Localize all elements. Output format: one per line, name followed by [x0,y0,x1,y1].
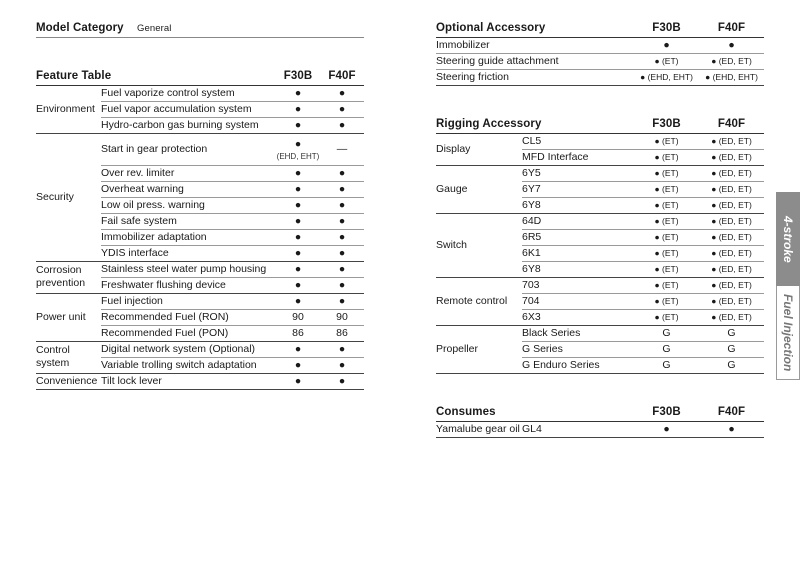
value-f30b: ● [294,278,302,291]
consumes-col-f40f: F40F [717,406,746,419]
table-row [36,133,364,165]
feature-name: Fuel vapor accumulation system [101,102,252,115]
value-f40f: ● [338,358,346,371]
feature-name: Recommended Fuel (PON) [101,326,229,339]
value-f30b: ● [663,422,670,435]
table-row [436,421,764,437]
value-f30b: 90 [292,310,304,323]
feature-col-f40f: F40F [328,70,356,83]
accessory-name: G Enduro Series [522,358,600,371]
accessory-name: Steering friction [436,70,509,83]
consumes-table [436,405,764,438]
value-f30b: ● (ET) [654,311,679,322]
value-f40f: — [336,142,348,155]
value-f40f: ● [338,118,346,131]
optional-accessory-table [436,21,764,86]
feature-name: Start in gear protection [101,142,208,155]
table-row [436,53,764,69]
feature-name: Fail safe system [101,214,177,227]
tab-4-stroke-label: 4-stroke [781,215,795,263]
value-f30b: ● [294,214,302,227]
value-f40f: ● [728,38,735,51]
feature-name: Fuel vaporize control system [101,86,235,99]
value-f40f: ● (EHD, EHT) [705,71,758,82]
value-f40f: ● [338,278,346,291]
feature-table [36,69,364,390]
value-f40f: ● [338,246,346,259]
feature-name: Hydro-carbon gas burning system [101,118,259,131]
feature-name: Freshwater flushing device [101,278,226,291]
accessory-name: 6Y8 [522,198,541,211]
table-row [436,165,764,181]
rigging-col-f30b: F30B [652,118,681,131]
model-category-table [36,21,364,38]
table-row [436,213,764,229]
table-row [436,277,764,293]
optional-accessory-title: Optional Accessory [436,22,546,35]
value-f30b: ● [294,102,302,115]
value-f30b: ● (ET) [654,215,679,226]
value-f40f: ● [338,198,346,211]
value-f40f: ● (ED, ET) [711,279,752,290]
group-corrosion-prevention: Corrosion prevention [36,264,86,289]
value-f30b: ● (ET) [654,199,679,210]
tab-fuel-injection-label: Fuel Injection [781,293,795,372]
feature-name: Variable trolling switch adaptation [101,358,257,371]
value-f40f: G [727,326,736,339]
optional-col-f30b: F30B [652,22,681,35]
table-row [436,133,764,149]
value-f40f: ● [338,214,346,227]
feature-name: Over rev. limiter [101,166,175,179]
feature-table-title: Feature Table [36,70,112,83]
value-f30b: ● [294,230,302,243]
value-f30b: ● (EHD, EHT) [640,71,693,82]
value-f30b: ● [294,358,302,371]
feature-name: Fuel injection [101,294,163,307]
value-f40f: ● (ED, ET) [711,151,752,162]
value-f40f: ● (ED, ET) [711,135,752,146]
rigging-accessory-table [436,117,764,374]
value-f30b [276,133,320,165]
value-f30b: G [662,342,671,355]
table-row [436,325,764,341]
accessory-name: CL5 [522,134,542,147]
group-remote-control: Remote control [436,294,508,307]
group-power-unit: Power unit [36,310,86,323]
value-f30b: ● [294,374,302,387]
model-category-label: Model Category [36,22,124,35]
value-f40f: ● [338,86,346,99]
accessory-name: 6Y7 [522,182,541,195]
consumes-col-f30b: F30B [652,406,681,419]
accessory-name: Steering guide attachment [436,54,559,67]
value-f40f: ● [338,342,346,355]
value-note: (EHD, EHT) [276,151,320,161]
value-f30b: ● [294,198,302,211]
value-f40f: ● [338,182,346,195]
value-f30b: ● [294,262,302,275]
value-f40f: ● (ED, ET) [711,247,752,258]
accessory-name: Black Series [522,326,581,339]
accessory-name: MFD Interface [522,150,589,163]
value-f40f: ● [338,166,346,179]
value-f30b: 86 [292,326,304,339]
value-f30b: G [662,358,671,371]
feature-name: Overheat warning [101,182,184,195]
value-f30b: ● [294,118,302,131]
value-f30b: ● [294,246,302,259]
value-f40f: ● (ED, ET) [711,183,752,194]
value-f40f: ● (ED, ET) [711,263,752,274]
table-row [36,293,364,309]
value-f40f: ● (ED, ET) [711,311,752,322]
consumes-title: Consumes [436,406,496,419]
value-f40f: ● [338,262,346,275]
accessory-name: 6Y8 [522,262,541,275]
feature-col-f30b: F30B [283,70,313,83]
value-f40f: ● (ED, ET) [711,55,752,66]
accessory-name: 6X3 [522,310,541,323]
value-mark: ● [294,137,302,150]
value-f40f: G [727,342,736,355]
value-f40f: G [727,358,736,371]
value-f30b: ● (ET) [654,247,679,258]
value-f30b: ● [294,182,302,195]
value-f40f: ● [338,230,346,243]
group-propeller: Propeller [436,342,479,355]
optional-col-f40f: F40F [717,22,746,35]
value-f40f: ● (ED, ET) [711,215,752,226]
group-control-system: Control system [36,344,70,369]
accessory-name: 703 [522,278,540,291]
value-f30b: G [662,326,671,339]
accessory-name: G Series [522,342,563,355]
table-row [36,341,364,357]
group-convenience: Convenience [36,374,98,387]
value-f30b: ● [294,166,302,179]
side-tabs [776,192,800,380]
value-f40f: ● [338,102,346,115]
value-f40f: ● [728,422,735,435]
feature-name: YDIS interface [101,246,169,259]
feature-name: Stainless steel water pump housing [101,262,267,275]
table-row [36,261,364,277]
value-f40f: ● (ED, ET) [711,199,752,210]
group-display: Display [436,142,471,155]
tab-4-stroke[interactable] [776,192,800,286]
consumable-name: Yamalube gear oil [436,422,520,435]
value-f30b: ● (ET) [654,151,679,162]
feature-name: Immobilizer adaptation [101,230,207,243]
rigging-accessory-title: Rigging Accessory [436,118,542,131]
value-f30b: ● (ET) [654,183,679,194]
value-f30b: ● (ET) [654,279,679,290]
value-f40f: 90 [336,310,348,323]
value-f40f: 86 [336,326,348,339]
accessory-name: 6Y5 [522,166,541,179]
feature-name: Low oil press. warning [101,198,205,211]
value-f30b: ● [294,86,302,99]
feature-name: Tilt lock lever [101,374,162,387]
group-switch: Switch [436,238,467,251]
table-row [436,37,764,53]
value-f40f: ● (ED, ET) [711,295,752,306]
value-f30b: ● (ET) [654,263,679,274]
accessory-name: 6R5 [522,230,542,243]
value-f40f: ● (ED, ET) [711,167,752,178]
consumable-spec: GL4 [522,422,542,435]
rigging-col-f40f: F40F [717,118,746,131]
table-row [436,69,764,85]
table-row [36,85,364,101]
value-f30b: ● [663,38,670,51]
value-f30b: ● (ET) [654,295,679,306]
model-category-value: General [137,23,172,35]
value-f30b: ● (ET) [654,231,679,242]
value-f30b: ● (ET) [654,135,679,146]
accessory-name: 704 [522,294,540,307]
value-f40f: ● (ED, ET) [711,231,752,242]
group-environment: Environment [36,102,95,115]
feature-name: Recommended Fuel (RON) [101,310,229,323]
value-f30b: ● (ET) [654,167,679,178]
value-f30b: ● [294,294,302,307]
accessory-name: 64D [522,214,542,227]
accessory-name: Immobilizer [436,38,490,51]
value-f30b: ● (ET) [654,55,679,66]
tab-fuel-injection[interactable] [776,286,800,380]
value-f40f: ● [338,374,346,387]
accessory-name: 6K1 [522,246,541,259]
value-f40f: ● [338,294,346,307]
value-f30b: ● [294,342,302,355]
feature-name: Digital network system (Optional) [101,342,256,355]
group-gauge: Gauge [436,182,468,195]
table-row [36,373,364,389]
group-security: Security [36,190,74,203]
